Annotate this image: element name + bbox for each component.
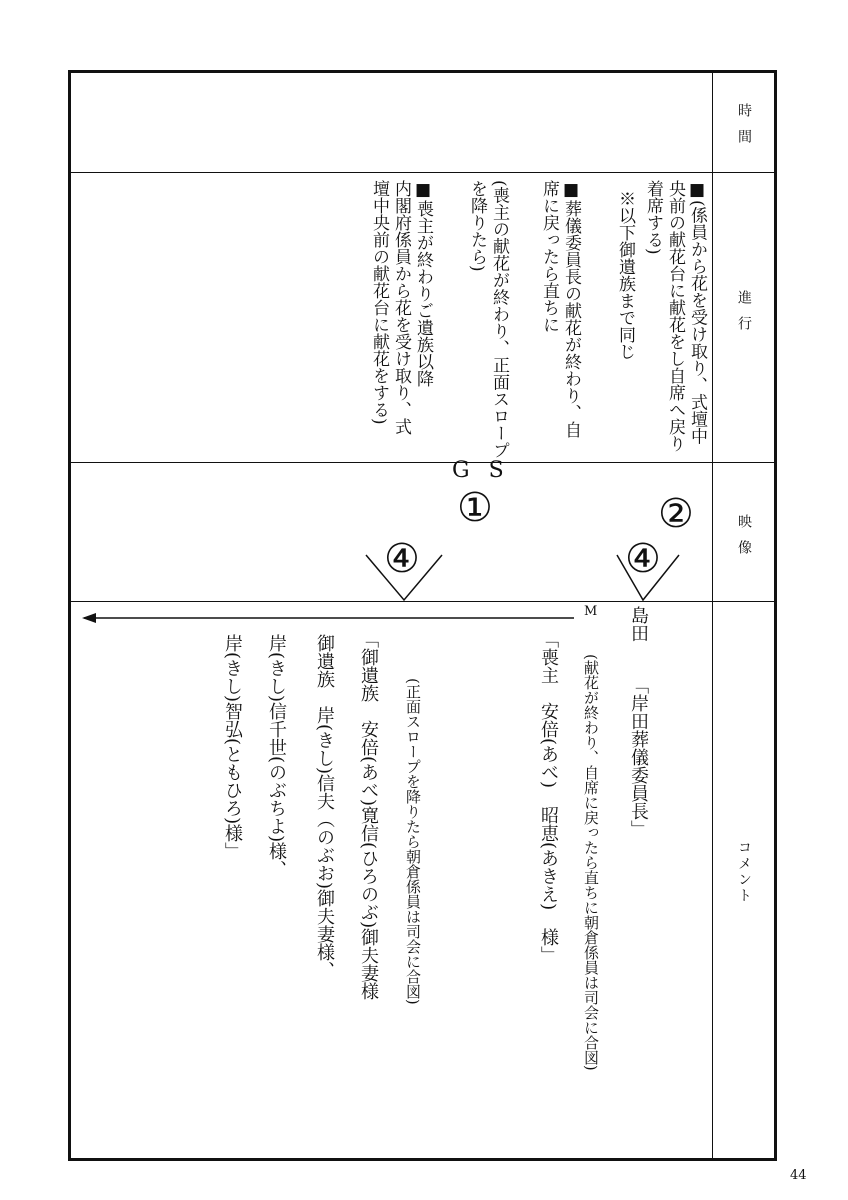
progress-line-6: 席に戻ったら直ちに	[539, 180, 559, 333]
progress-line-5: ■葬儀委員長の献花が終わり、自	[561, 180, 581, 438]
header-progress: 進行	[736, 290, 752, 342]
comment-note-1: (献花が終わり、自席に戻ったら直ちに朝倉係員は司会に合図)	[582, 654, 600, 1071]
progress-line-1: ■(係員から花を受け取り、式壇中	[687, 180, 707, 445]
comment-line-1: 「岸田葬儀委員長」	[628, 676, 649, 838]
row-divider-time	[68, 172, 777, 173]
progress-line-7: (喪主の献花が終わり、正面スロープ	[489, 180, 509, 459]
row-divider-progress	[68, 462, 777, 463]
page-number: 44	[790, 1168, 807, 1183]
camera-2-marker: ②	[658, 491, 694, 537]
progress-line-2: 央前の献花台に献花をし自席へ戻り	[665, 180, 685, 452]
camera-4-marker-left: ④	[384, 536, 420, 582]
announcer-name: 島田	[628, 606, 649, 642]
comment-line-3: 「御遺族 安倍(あべ)寛信(ひろのぶ)御夫妻様	[358, 630, 379, 1001]
header-comment: コメント	[736, 840, 752, 904]
comment-line-5: 岸(きし)信千世(のぶちよ)様、	[266, 634, 287, 879]
camera-1-marker: ①	[457, 485, 493, 531]
row-divider-video	[68, 601, 777, 602]
comment-line-4: 御遺族 岸(きし)信夫（のぶお)御夫妻様、	[314, 634, 335, 980]
header-column-divider	[712, 70, 713, 1161]
progress-line-4: ※以下御遺族まで同じ	[615, 190, 635, 360]
progress-line-11: 壇中央前の献花台に献花をする)	[369, 180, 389, 425]
comment-note-2: (正面スロープを降りたら朝倉係員は司会に合図)	[404, 678, 422, 1005]
header-video: 映像	[736, 514, 752, 566]
gs-label: G S	[452, 458, 510, 483]
progress-line-8: を降りたら)	[467, 180, 487, 272]
progress-line-3: 着席する)	[643, 180, 663, 255]
camera-4-marker-right: ④	[625, 536, 661, 582]
header-time: 時間	[736, 103, 752, 155]
comment-line-6: 岸(きし)智弘(ともひろ)様」	[222, 634, 243, 861]
comment-line-2: 「喪主 安倍(あべ) 昭恵(あきえ) 様」	[538, 630, 559, 965]
music-cue-label: M	[584, 604, 598, 619]
progress-line-10: 内閣府係員から花を受け取り、式	[391, 180, 411, 435]
progress-line-9: ■喪主が終わりご遺族以降	[413, 180, 433, 387]
